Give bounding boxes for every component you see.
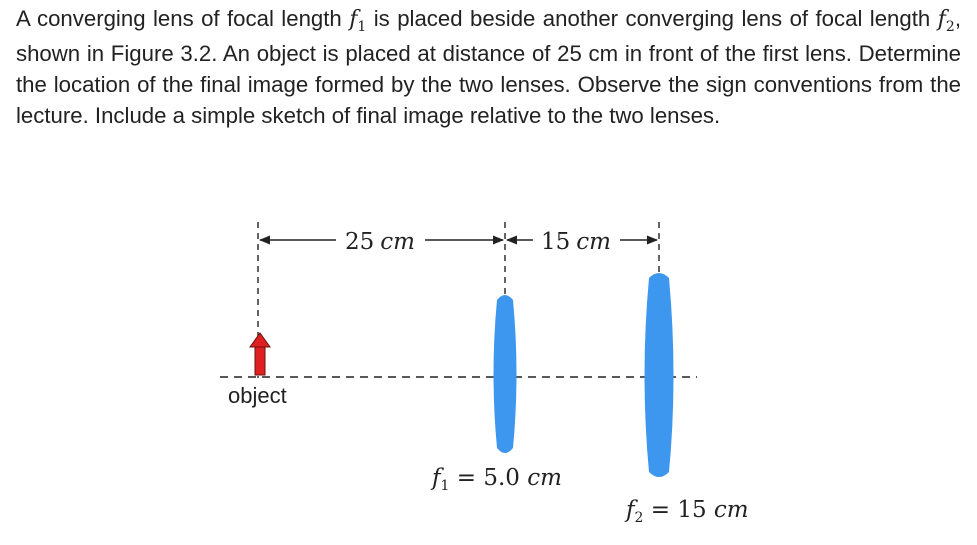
distance-25-label [345,229,415,255]
lens-2-focal-sub: 2 [634,510,644,526]
lens-1-focal-var: f [432,465,441,491]
lens-2 [645,273,674,477]
problem-text-middle: is placed beside another converging lens of focal length [366,6,938,31]
distance-25-unit: cm [380,229,415,255]
distance-15-value: 15 [541,229,571,255]
lens-2-focal-value: = 15 [643,497,714,523]
lens-1-focal-unit: cm [527,465,562,491]
lens-1-focal-sub: 1 [440,478,450,494]
lens-2-focal-unit: cm [713,497,749,523]
lens-1-focal-label [430,465,562,494]
lens-1-focal-value: = 5.0 [449,465,528,491]
f1-variable: f [349,6,358,32]
distance-15-unit: cm [576,229,611,255]
lens-2-focal-var: f [626,497,635,523]
distance-25-value: 25 [345,229,375,255]
f1-subscript: 1 [357,19,367,35]
distance-15-label [541,229,611,255]
object-arrow [250,333,270,375]
problem-text-end: , shown in Figure 3.2. An object is placed at distance of 25 cm in front of the first lens. Determine the location of the final image formed by the two lenses. Observe the sign conventions from the lecture. Include a simple sketch of final image relative to the two lenses. [16,6,961,128]
problem-text-start: A converging lens of focal length [16,6,350,31]
lens-1 [494,295,517,453]
f2-subscript: 2 [945,19,955,35]
f2-variable: f [937,6,946,32]
object-label: object [228,383,287,408]
lens-2-focal-label [624,497,749,526]
